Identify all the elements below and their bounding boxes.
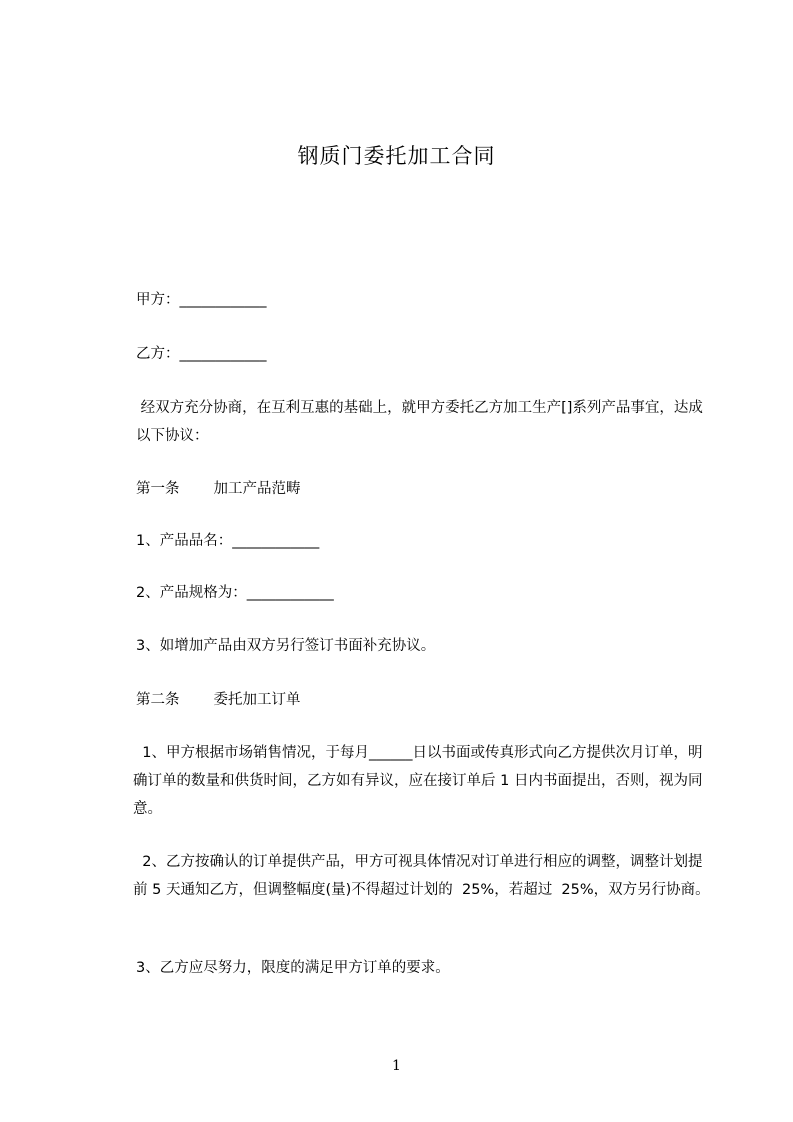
article-1-item-2 bbox=[136, 586, 334, 601]
article-2-item-1: 1、甲方根据市场销售情况，于每月______日以书面或传真形式向乙方提供次月订单，明确订单的数量和供货时间，乙方如有异议，应在接订单后 1 日内书面提出，否则，视为同意。 bbox=[133, 745, 703, 817]
article-1-item-3: 3、如增加产品由双方另行签订书面补充协议。 bbox=[136, 638, 436, 654]
product-name-blank: ____________ bbox=[232, 533, 320, 549]
party-b-label: 乙方： bbox=[136, 346, 180, 362]
product-spec-blank: ____________ bbox=[246, 585, 334, 601]
product-spec-label: 2、产品规格为： bbox=[136, 585, 247, 601]
article-1-item-1 bbox=[136, 534, 319, 549]
article-1-number: 第一条 bbox=[136, 481, 180, 497]
party-b-blank: ____________ bbox=[179, 346, 267, 362]
page-number: 1 bbox=[392, 1058, 401, 1074]
document-title: 钢质门委托加工合同 bbox=[297, 144, 496, 168]
party-a-line bbox=[136, 293, 267, 308]
product-name-label: 1、产品品名： bbox=[136, 533, 233, 549]
party-a-label: 甲方： bbox=[136, 292, 180, 308]
party-b-line bbox=[136, 347, 267, 362]
article-2-item-2: 2、乙方按确认的订单提供产品，甲方可视具体情况对订单进行相应的调整，调整计划提前 5 天通知乙方，但调整幅度(量)不得超过计划的 25%，若超过 25%，双方另行协商。 bbox=[133, 854, 710, 898]
intro-paragraph: 经双方充分协商，在互利互惠的基础上，就甲方委托乙方加工生产[]系列产品事宜，达成以下协议： bbox=[136, 400, 703, 444]
article-1-title: 加工产品范畴 bbox=[213, 481, 301, 497]
article-1-heading bbox=[136, 482, 301, 497]
party-a-blank: ____________ bbox=[179, 292, 267, 308]
article-2-item-3: 3、乙方应尽努力，限度的满足甲方订单的要求。 bbox=[136, 960, 450, 976]
article-2-heading bbox=[136, 693, 301, 708]
article-2-number: 第二条 bbox=[136, 692, 180, 708]
article-2-title: 委托加工订单 bbox=[213, 692, 301, 708]
